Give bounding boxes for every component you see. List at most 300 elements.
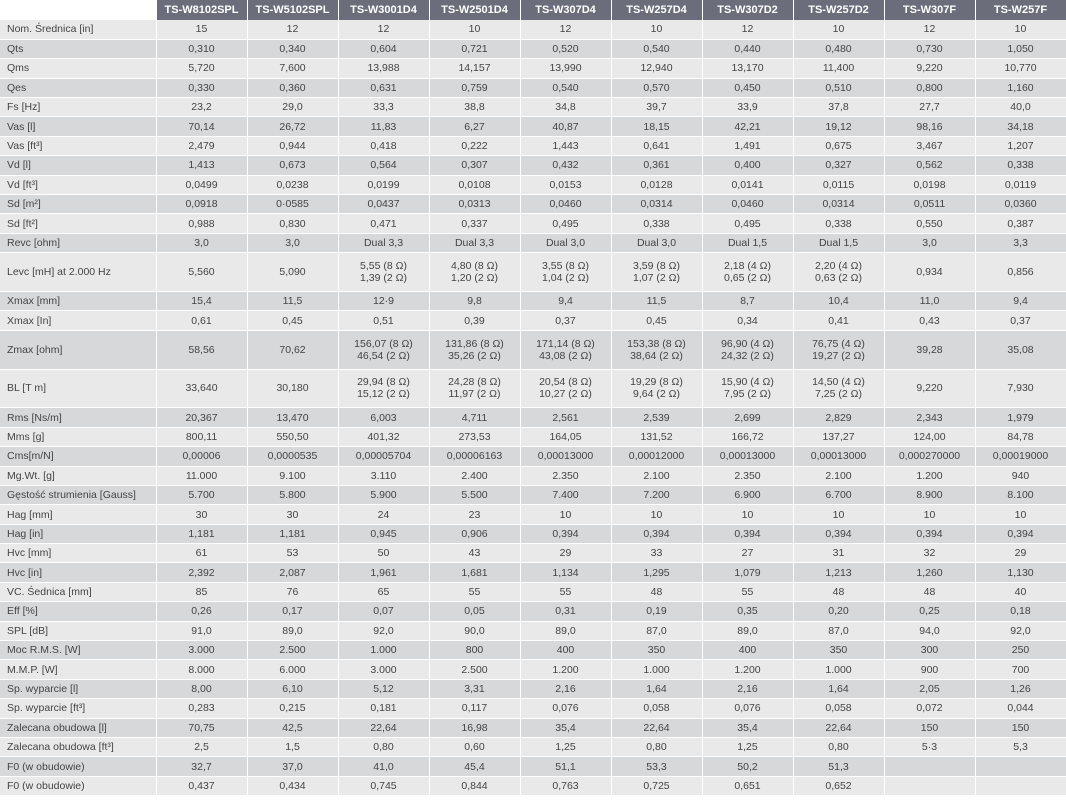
table-cell: 0,60 <box>429 738 520 757</box>
table-cell: 10 <box>429 20 520 39</box>
table-cell: 0,673 <box>247 156 338 175</box>
row-label: Hvc [mm] <box>0 544 156 563</box>
table-cell: 1,050 <box>975 39 1066 58</box>
table-cell: 37,8 <box>793 98 884 117</box>
table-cell <box>611 369 702 408</box>
cell-line: 0,856 <box>1007 266 1034 279</box>
row-label: Mg.Wt. [g] <box>0 466 156 485</box>
table-row <box>0 776 1066 795</box>
cell-line: 5,090 <box>279 266 306 279</box>
table-cell: 0,0499 <box>156 175 247 194</box>
table-cell <box>520 369 611 408</box>
column-header: TS-W5102SPL <box>247 0 338 20</box>
table-cell: 0,327 <box>793 156 884 175</box>
table-cell: 33 <box>611 544 702 563</box>
table-cell: 89,0 <box>520 621 611 640</box>
table-cell: 45,4 <box>429 757 520 776</box>
table-cell: 0,745 <box>338 776 429 795</box>
table-cell: 35,4 <box>702 718 793 737</box>
table-cell: 27 <box>702 544 793 563</box>
table-cell: 350 <box>611 641 702 660</box>
table-cell: 8.900 <box>884 485 975 504</box>
column-header: TS-W307F <box>884 0 975 20</box>
table-cell: 9,220 <box>884 59 975 78</box>
table-cell: 0,37 <box>975 311 1066 330</box>
table-cell: 0,330 <box>156 78 247 97</box>
table-cell: 940 <box>975 466 1066 485</box>
table-cell: 92,0 <box>338 621 429 640</box>
table-cell: 2.500 <box>247 641 338 660</box>
table-cell: 0,394 <box>702 524 793 543</box>
header-corner <box>0 0 156 20</box>
table-cell: 0,394 <box>793 524 884 543</box>
table-cell: 0,759 <box>429 78 520 97</box>
table-cell: 0,80 <box>338 738 429 757</box>
table-cell: 19,12 <box>793 117 884 136</box>
table-cell: 0,471 <box>338 214 429 233</box>
table-cell: 32 <box>884 544 975 563</box>
table-cell: 5.800 <box>247 485 338 504</box>
table-cell: 22,64 <box>338 718 429 737</box>
table-cell: 1.200 <box>702 660 793 679</box>
table-cell: 400 <box>702 641 793 660</box>
table-cell: 1,491 <box>702 136 793 155</box>
table-cell: 61 <box>156 544 247 563</box>
table-cell: 0,45 <box>611 311 702 330</box>
table-cell: 10 <box>884 505 975 524</box>
table-cell: 9,4 <box>975 291 1066 310</box>
table-cell: 0,394 <box>520 524 611 543</box>
table-cell: 0,945 <box>338 524 429 543</box>
table-cell: 1,961 <box>338 563 429 582</box>
table-cell: 48 <box>793 582 884 601</box>
table-cell <box>338 369 429 408</box>
table-cell: 1,260 <box>884 563 975 582</box>
table-cell: 12,940 <box>611 59 702 78</box>
table-cell: 29 <box>975 544 1066 563</box>
table-cell: 0,0119 <box>975 175 1066 194</box>
table-cell <box>884 776 975 795</box>
cell-line: 171,14 (8 Ω) <box>536 337 595 350</box>
cell-line: 15,12 (2 Ω) <box>357 388 410 401</box>
table-cell: 41,0 <box>338 757 429 776</box>
table-cell: 1,413 <box>156 156 247 175</box>
table-cell: 2,539 <box>611 408 702 427</box>
row-label: Nom. Średnica [in] <box>0 20 156 39</box>
row-label: Rms [Ns/m] <box>0 408 156 427</box>
table-cell <box>429 253 520 292</box>
cell-line: 5,560 <box>188 266 215 279</box>
row-label: Qms <box>0 59 156 78</box>
table-row <box>0 175 1066 194</box>
table-cell <box>429 330 520 369</box>
header-row <box>0 0 1066 20</box>
table-cell: 137,27 <box>793 427 884 446</box>
table-cell: 0,117 <box>429 699 520 718</box>
table-cell: 1,160 <box>975 78 1066 97</box>
table-cell: 273,53 <box>429 427 520 446</box>
table-row <box>0 505 1066 524</box>
table-header <box>0 0 1066 20</box>
table-cell: 94,0 <box>884 621 975 640</box>
table-cell: 55 <box>429 582 520 601</box>
table-cell: 0,651 <box>702 776 793 795</box>
table-cell: 1,295 <box>611 563 702 582</box>
table-cell: 0,044 <box>975 699 1066 718</box>
table-cell: 0,35 <box>702 602 793 621</box>
table-cell <box>156 253 247 292</box>
table-cell: 10 <box>975 505 1066 524</box>
table-cell: 0,562 <box>884 156 975 175</box>
table-cell: 8.000 <box>156 660 247 679</box>
row-label: Sd [m²] <box>0 195 156 214</box>
table-row <box>0 408 1066 427</box>
table-cell: 800 <box>429 641 520 660</box>
table-cell: 0,440 <box>702 39 793 58</box>
table-cell: 51,1 <box>520 757 611 776</box>
table-cell: 1,130 <box>975 563 1066 582</box>
row-label: Fs [Hz] <box>0 98 156 117</box>
table-cell: 39,7 <box>611 98 702 117</box>
table-cell: 0,31 <box>520 602 611 621</box>
table-cell: 0,437 <box>156 776 247 795</box>
column-header: TS-W257D4 <box>611 0 702 20</box>
table-cell: 6.900 <box>702 485 793 504</box>
table-cell: 40 <box>975 582 1066 601</box>
table-cell: 40,0 <box>975 98 1066 117</box>
table-cell: 0,00012000 <box>611 447 702 466</box>
table-cell: 2,392 <box>156 563 247 582</box>
table-row <box>0 369 1066 408</box>
table-cell: 0,0314 <box>793 195 884 214</box>
table-cell <box>611 253 702 292</box>
table-cell: 10 <box>702 505 793 524</box>
cell-line: 0,63 (2 Ω) <box>815 272 862 285</box>
cell-line: 3,55 (8 Ω) <box>542 260 589 273</box>
table-cell: 0,18 <box>975 602 1066 621</box>
table-cell: 33,3 <box>338 98 429 117</box>
column-header: TS-W257D2 <box>793 0 884 20</box>
table-cell: 0,394 <box>884 524 975 543</box>
table-cell <box>611 330 702 369</box>
table-cell: 2.350 <box>702 466 793 485</box>
row-label: Revc [ohm] <box>0 233 156 252</box>
cell-line: 156,07 (8 Ω) <box>354 337 413 350</box>
table-cell: 18,15 <box>611 117 702 136</box>
table-cell: 2,561 <box>520 408 611 427</box>
table-cell: 0,340 <box>247 39 338 58</box>
table-cell: 0,0314 <box>611 195 702 214</box>
table-cell: 164,05 <box>520 427 611 446</box>
table-cell: 401,32 <box>338 427 429 446</box>
table-cell: 50,2 <box>702 757 793 776</box>
table-cell: 53 <box>247 544 338 563</box>
table-cell: 0,0238 <box>247 175 338 194</box>
table-row <box>0 718 1066 737</box>
table-cell: 0,434 <box>247 776 338 795</box>
table-cell: 0,0128 <box>611 175 702 194</box>
table-cell: 2,699 <box>702 408 793 427</box>
table-cell: 27,7 <box>884 98 975 117</box>
table-row <box>0 330 1066 369</box>
table-cell: 150 <box>975 718 1066 737</box>
table-cell: 5,12 <box>338 679 429 698</box>
table-cell: 7.200 <box>611 485 702 504</box>
table-row <box>0 427 1066 446</box>
table-cell <box>156 369 247 408</box>
cell-line: 9,64 (2 Ω) <box>633 388 680 401</box>
table-cell: Dual 1,5 <box>702 233 793 252</box>
table-cell: 5,720 <box>156 59 247 78</box>
table-cell: 48 <box>611 582 702 601</box>
table-cell: 3,467 <box>884 136 975 155</box>
row-label: Qts <box>0 39 156 58</box>
table-cell: 0,652 <box>793 776 884 795</box>
table-cell: 300 <box>884 641 975 660</box>
table-cell: 0,0918 <box>156 195 247 214</box>
cell-line: 5,55 (8 Ω) <box>360 260 407 273</box>
table-cell: 3,0 <box>156 233 247 252</box>
table-cell <box>793 330 884 369</box>
table-cell: 6,27 <box>429 117 520 136</box>
table-cell: 0,076 <box>520 699 611 718</box>
table-cell: 0,45 <box>247 311 338 330</box>
row-label: Zmax [ohm] <box>0 330 156 369</box>
table-cell: 8.100 <box>975 485 1066 504</box>
table-cell: 250 <box>975 641 1066 660</box>
table-cell: 124,00 <box>884 427 975 446</box>
table-cell: 0,641 <box>611 136 702 155</box>
table-cell: 5.500 <box>429 485 520 504</box>
table-cell: 800,11 <box>156 427 247 446</box>
table-cell: 3.000 <box>338 660 429 679</box>
cell-line: 33,640 <box>185 382 218 395</box>
table-cell: 1.000 <box>611 660 702 679</box>
table-cell: 1,64 <box>793 679 884 698</box>
table-cell: 0,520 <box>520 39 611 58</box>
row-label: F0 (w obudowie) <box>0 776 156 795</box>
table-cell: 0,387 <box>975 214 1066 233</box>
table-cell: 0,17 <box>247 602 338 621</box>
table-cell: 0·0585 <box>247 195 338 214</box>
table-cell: 87,0 <box>611 621 702 640</box>
table-cell: 0,283 <box>156 699 247 718</box>
table-row <box>0 233 1066 252</box>
table-row <box>0 59 1066 78</box>
table-cell: 0,944 <box>247 136 338 155</box>
cell-line: 9,220 <box>916 382 943 395</box>
table-cell: 11,0 <box>884 291 975 310</box>
table-cell: 0,763 <box>520 776 611 795</box>
table-cell: 10 <box>520 505 611 524</box>
table-cell: 1,134 <box>520 563 611 582</box>
table-cell: 53,3 <box>611 757 702 776</box>
cell-line: 24,28 (8 Ω) <box>448 376 501 389</box>
table-cell: 0,222 <box>429 136 520 155</box>
table-cell: 0,800 <box>884 78 975 97</box>
table-cell: 12 <box>702 20 793 39</box>
table-cell: 0,00006163 <box>429 447 520 466</box>
cell-line: 131,86 (8 Ω) <box>445 337 504 350</box>
table-cell: 6,10 <box>247 679 338 698</box>
table-cell: 0,0460 <box>702 195 793 214</box>
table-cell: 7,600 <box>247 59 338 78</box>
table-cell: 38,8 <box>429 98 520 117</box>
table-row <box>0 524 1066 543</box>
table-cell: 0,058 <box>611 699 702 718</box>
cell-line: 0,65 (2 Ω) <box>724 272 771 285</box>
table-cell: 11,5 <box>247 291 338 310</box>
cell-line: 76,75 (4 Ω) <box>812 337 865 350</box>
table-cell: 65 <box>338 582 429 601</box>
table-cell: 42,5 <box>247 718 338 737</box>
row-label: Vd [l] <box>0 156 156 175</box>
column-header: TS-W257F <box>975 0 1066 20</box>
table-cell: 0,0141 <box>702 175 793 194</box>
cell-line: 46,54 (2 Ω) <box>357 349 410 362</box>
table-cell: 2.500 <box>429 660 520 679</box>
table-cell: 34,18 <box>975 117 1066 136</box>
table-cell <box>884 757 975 776</box>
table-cell: 0,540 <box>611 39 702 58</box>
table-cell: 3,0 <box>247 233 338 252</box>
table-cell: 0,43 <box>884 311 975 330</box>
table-row <box>0 466 1066 485</box>
table-cell: 1,5 <box>247 738 338 757</box>
table-row <box>0 563 1066 582</box>
table-cell: Dual 3,0 <box>611 233 702 252</box>
table-cell: 0,181 <box>338 699 429 718</box>
table-cell: 1.000 <box>793 660 884 679</box>
table-cell <box>975 330 1066 369</box>
row-label: Moc R.M.S. [W] <box>0 641 156 660</box>
table-row <box>0 757 1066 776</box>
table-cell: 0,570 <box>611 78 702 97</box>
table-cell: 23 <box>429 505 520 524</box>
table-cell <box>702 330 793 369</box>
cell-line: 19,29 (8 Ω) <box>630 376 683 389</box>
table-cell: 11,400 <box>793 59 884 78</box>
table-row <box>0 602 1066 621</box>
table-cell: 2,16 <box>702 679 793 698</box>
table-cell: 0,432 <box>520 156 611 175</box>
table-cell: 84,78 <box>975 427 1066 446</box>
table-cell: 23,2 <box>156 98 247 117</box>
table-cell: 26,72 <box>247 117 338 136</box>
table-cell: 1,64 <box>611 679 702 698</box>
table-cell: 29 <box>520 544 611 563</box>
row-label: Zalecana obudowa [l] <box>0 718 156 737</box>
table-cell: 11,83 <box>338 117 429 136</box>
table-row <box>0 447 1066 466</box>
row-label: VC. Śednica [mm] <box>0 582 156 601</box>
table-cell: 0,844 <box>429 776 520 795</box>
table-cell: 1,213 <box>793 563 884 582</box>
table-row <box>0 291 1066 310</box>
table-cell: 0,39 <box>429 311 520 330</box>
row-label: F0 (w obudowie) <box>0 757 156 776</box>
table-row <box>0 156 1066 175</box>
table-cell: 48 <box>884 582 975 601</box>
cell-line: 0,934 <box>916 266 943 279</box>
table-cell: 0,337 <box>429 214 520 233</box>
table-cell <box>884 330 975 369</box>
row-label: Vas [l] <box>0 117 156 136</box>
table-cell: 0,0153 <box>520 175 611 194</box>
table-cell: 15,4 <box>156 291 247 310</box>
table-cell: 55 <box>520 582 611 601</box>
table-cell: 0,61 <box>156 311 247 330</box>
table-cell: 10,770 <box>975 59 1066 78</box>
table-cell: 90,0 <box>429 621 520 640</box>
row-label: BL [T m] <box>0 369 156 408</box>
table-cell: 11.000 <box>156 466 247 485</box>
table-row <box>0 39 1066 58</box>
table-cell: 5.900 <box>338 485 429 504</box>
table-cell: 0,394 <box>611 524 702 543</box>
table-cell: 0,0437 <box>338 195 429 214</box>
table-cell: Dual 3,3 <box>338 233 429 252</box>
table-cell: 0,0198 <box>884 175 975 194</box>
table-cell: 10 <box>611 505 702 524</box>
table-cell: 0,07 <box>338 602 429 621</box>
table-cell: 0,25 <box>884 602 975 621</box>
table-row <box>0 738 1066 757</box>
table-cell: 9,8 <box>429 291 520 310</box>
table-cell: 1,443 <box>520 136 611 155</box>
column-header: TS-W2501D4 <box>429 0 520 20</box>
column-header: TS-W307D4 <box>520 0 611 20</box>
table-row <box>0 78 1066 97</box>
table-cell: 2,05 <box>884 679 975 698</box>
table-cell: 15 <box>156 20 247 39</box>
table-cell <box>247 330 338 369</box>
table-cell: 8,7 <box>702 291 793 310</box>
table-cell: 0,076 <box>702 699 793 718</box>
row-label: Hag [in] <box>0 524 156 543</box>
cell-line: 24,32 (2 Ω) <box>721 349 774 362</box>
cell-line: 1,39 (2 Ω) <box>360 272 407 285</box>
table-cell: 10 <box>793 20 884 39</box>
row-label: Hvc [in] <box>0 563 156 582</box>
table-cell: 40,87 <box>520 117 611 136</box>
table-cell: 0,631 <box>338 78 429 97</box>
table-cell: 0,80 <box>611 738 702 757</box>
table-cell: 13,988 <box>338 59 429 78</box>
row-label: Zalecana obudowa [ft³] <box>0 738 156 757</box>
table-cell: Dual 1,5 <box>793 233 884 252</box>
table-cell: 0,307 <box>429 156 520 175</box>
table-cell: 0,00013000 <box>702 447 793 466</box>
table-cell <box>247 369 338 408</box>
table-cell: 13,470 <box>247 408 338 427</box>
table-cell: 3,3 <box>975 233 1066 252</box>
table-cell: 0,34 <box>702 311 793 330</box>
row-label: Sp. wyparcie [ft³] <box>0 699 156 718</box>
table-cell: 32,7 <box>156 757 247 776</box>
table-cell: 2,829 <box>793 408 884 427</box>
table-cell: 2,087 <box>247 563 338 582</box>
table-cell: 10 <box>793 505 884 524</box>
table-cell: 2.400 <box>429 466 520 485</box>
table-cell: Dual 3,3 <box>429 233 520 252</box>
table-row <box>0 20 1066 39</box>
table-row <box>0 660 1066 679</box>
table-cell: 0,338 <box>975 156 1066 175</box>
table-cell <box>156 330 247 369</box>
table-cell: 1,207 <box>975 136 1066 155</box>
table-cell: 1,181 <box>156 524 247 543</box>
